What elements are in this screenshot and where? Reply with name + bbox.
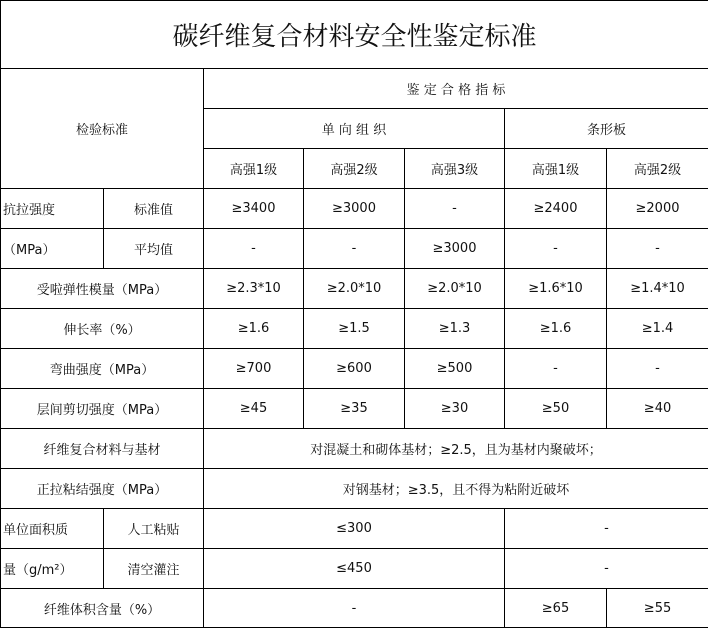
value-cell: -	[304, 229, 405, 269]
value-cell: ≥3000	[405, 229, 505, 269]
value-cell: ≤300	[204, 509, 505, 549]
value-cell: ≥50	[505, 389, 607, 429]
row-label: 弯曲强度（MPa）	[1, 349, 204, 389]
value-cell: ≥40	[607, 389, 708, 429]
value-cell: ≥1.5	[304, 309, 405, 349]
grade-header: 高强1级	[505, 149, 607, 189]
value-cell: -	[505, 549, 708, 589]
header-criteria: 鉴 定 合 格 指 标	[204, 69, 708, 109]
value-cell: -	[204, 229, 304, 269]
value-cell: ≥2.0*10	[304, 269, 405, 309]
value-cell: ≥2.0*10	[405, 269, 505, 309]
table-row-bending	[1, 349, 708, 389]
row-label: 纤维体积含量（%）	[1, 589, 204, 628]
sub-label: 平均值	[104, 229, 204, 269]
table-row-mass-manual	[1, 509, 708, 549]
value-cell: ≥1.4*10	[607, 269, 708, 309]
table-title: 碳纤维复合材料安全性鉴定标准	[1, 1, 708, 69]
sub-label: 标准值	[104, 189, 204, 229]
value-cell: ≤450	[204, 549, 505, 589]
header-basis: 检验标准	[1, 69, 204, 189]
value-cell: -	[505, 229, 607, 269]
value-cell: -	[607, 229, 708, 269]
row-label: 受啦弹性模量（MPa）	[1, 269, 204, 309]
value-cell: ≥1.6	[505, 309, 607, 349]
table-row-shear	[1, 389, 708, 429]
value-cell: -	[607, 349, 708, 389]
sub-label: 清空灌注	[104, 549, 204, 589]
value-cell: ≥600	[304, 349, 405, 389]
value-cell: -	[405, 189, 505, 229]
grade-header: 高强1级	[204, 149, 304, 189]
title-row	[1, 1, 708, 69]
value-cell: ≥1.3	[405, 309, 505, 349]
value-cell: ≥1.6	[204, 309, 304, 349]
header-group-unidirectional: 单 向 组 织	[204, 109, 505, 149]
row-label: 层间剪切强度（MPa）	[1, 389, 204, 429]
value-cell: ≥35	[304, 389, 405, 429]
table-row-elongation	[1, 309, 708, 349]
value-cell: -	[505, 349, 607, 389]
value-cell: ≥65	[505, 589, 607, 628]
value-cell: ≥700	[204, 349, 304, 389]
row-label: 伸长率（%）	[1, 309, 204, 349]
sub-label: 人工粘贴	[104, 509, 204, 549]
value-cell: ≥55	[607, 589, 708, 628]
row-label: 纤维复合材料与基材	[1, 429, 204, 469]
value-cell: 对混凝土和砌体基材；≥2.5，且为基材内聚破坏；	[204, 429, 708, 469]
grade-header: 高强2级	[607, 149, 708, 189]
table-row-modulus	[1, 269, 708, 309]
row-label: 抗拉强度	[1, 189, 104, 229]
header-row-criteria	[1, 69, 708, 109]
row-label: 单位面积质	[1, 509, 104, 549]
table-row-substrate	[1, 429, 708, 469]
value-cell: ≥30	[405, 389, 505, 429]
value-cell: ≥2000	[607, 189, 708, 229]
grade-header: 高强3级	[405, 149, 505, 189]
value-cell: ≥3000	[304, 189, 405, 229]
row-label: （MPa）	[1, 229, 104, 269]
table-row-mass-vacuum	[1, 549, 708, 589]
value-cell: -	[204, 589, 505, 628]
value-cell: 对钢基材；≥3.5，且不得为粘附近破坏	[204, 469, 708, 509]
table-row-volume	[1, 589, 708, 628]
header-group-strip: 条形板	[505, 109, 708, 149]
row-label: 量（g/m²）	[1, 549, 104, 589]
row-label: 正拉粘结强度（MPa）	[1, 469, 204, 509]
value-cell: ≥2400	[505, 189, 607, 229]
value-cell: -	[505, 509, 708, 549]
value-cell: ≥1.6*10	[505, 269, 607, 309]
table-row-tensile-average	[1, 229, 708, 269]
value-cell: ≥45	[204, 389, 304, 429]
value-cell: ≥2.3*10	[204, 269, 304, 309]
table-row-tensile-standard	[1, 189, 708, 229]
table-row-bond	[1, 469, 708, 509]
value-cell: ≥1.4	[607, 309, 708, 349]
value-cell: ≥3400	[204, 189, 304, 229]
value-cell: ≥500	[405, 349, 505, 389]
grade-header: 高强2级	[304, 149, 405, 189]
